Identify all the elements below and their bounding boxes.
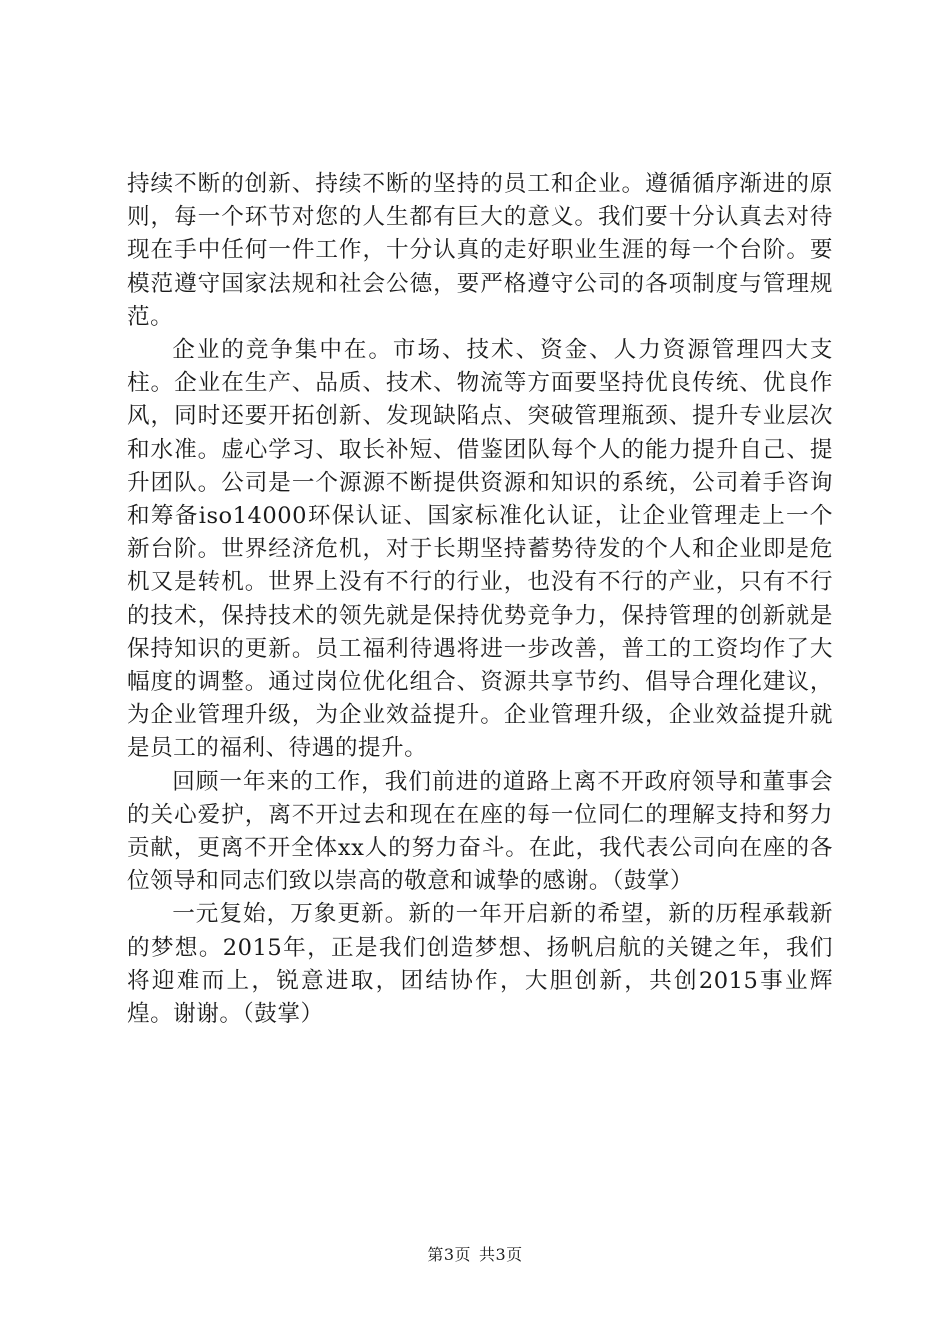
paragraph-2: 企业的竞争集中在。市场、技术、资金、人力资源管理四大支柱。企业在生产、品质、技术、物流等方面要坚持优良传统、优良作风，同时还要开拓创新、发现缺陷点、突破管理瓶颈、提升专业层次和水准。虚心学习、取长补短、借鉴团队每个人的能力提升自己、提升团队。公司是一个源源不断提供资源和知识的系统，公司着手咨询和筹备iso14000环保认证、国家标准化认证，让企业管理走上一个新台阶。世界经济危机，对于长期坚持蓄势待发的个人和企业即是危机又是转机。世界上没有不行的行业，也没有不行的产业，只有不行的技术，保持技术的领先就是保持优势竞争力，保持管理的创新就是保持知识的更新。员工福利待遇将进一步改善，普工的工资均作了大幅度的调整。通过岗位优化组合、资源共享节约、倡导合理化建议，为企业管理升级，为企业效益提升。企业管理升级，企业效益提升就是员工的福利、待遇的提升。 (127, 337, 833, 762)
paragraph-1: 持续不断的创新、持续不断的坚持的员工和企业。遵循循序渐进的原则，每一个环节对您的人生都有巨大的意义。我们要十分认真去对待现在手中任何一件工作，十分认真的走好职业生涯的每一个台阶。要模范遵守国家法规和社会公德，要严格遵守公司的各项制度与管理规范。 (127, 171, 833, 330)
page-total: 共3页 (479, 1245, 523, 1264)
paragraph-4: 一元复始，万象更新。新的一年开启新的希望，新的历程承载新的梦想。2015年，正是我们创造梦想、扬帆启航的关键之年，我们将迎难而上，锐意进取，团结协作，大胆创新，共创2015事业辉煌。谢谢。（鼓掌） (127, 901, 833, 1028)
page-number: 第3页 (427, 1245, 471, 1264)
page-footer (0, 1245, 950, 1265)
document-body (127, 168, 833, 1031)
paragraph-3: 回顾一年来的工作，我们前进的道路上离不开政府领导和董事会的关心爱护，离不开过去和现在在座的每一位同仁的理解支持和努力贡献，更离不开全体xx人的努力奋斗。在此，我代表公司向在座的各位领导和同志们致以崇高的敬意和诚挚的感谢。（鼓掌） (127, 768, 833, 895)
